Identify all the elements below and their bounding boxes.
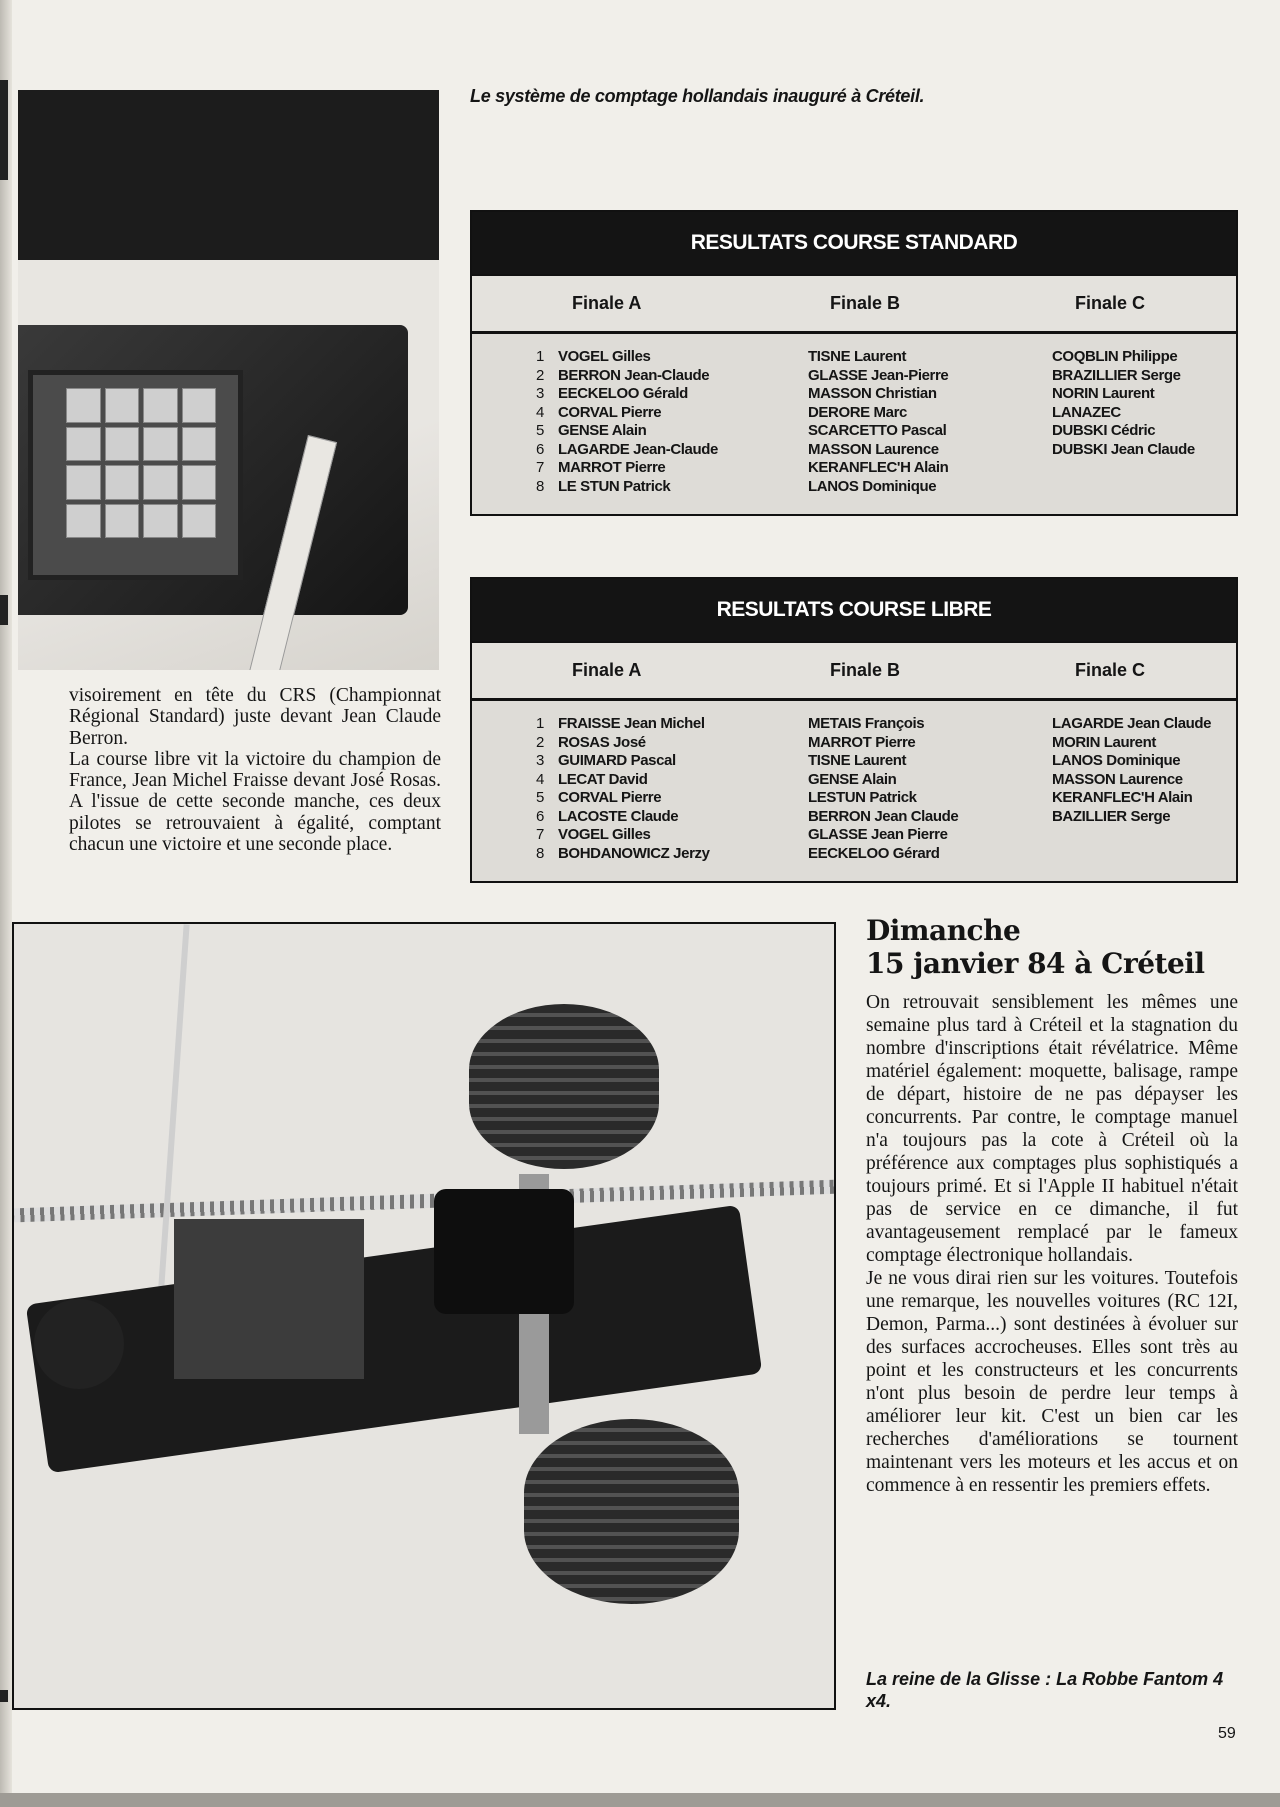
column-finale-c: Finale C <box>1075 660 1146 680</box>
result-finale-c: BRAZILLIER Serge <box>1052 366 1181 384</box>
paragraph: On retrouvait sensiblement les mêmes une semaine plus tard à Créteil et la stagnation du nombre d'inscriptions était révélatrice. Même matériel également: moquette, balisage, rampe de départ, histoire de ne pas dépayser les concurrents. Par contre, le comptage manuel n'a toujours pas la cote à Créteil où la préférence aux comptages plus sophistiqués a toujours primé. Et si l'Apple II habituel n'était pas de service en ce dimanche, il fut avantageusement remplacé par le fameux comptage électronique hollandais. <box>866 992 1238 1266</box>
result-finale-b: MASSON Christian <box>808 385 937 402</box>
result-finale-a: GENSE Alain <box>558 422 647 439</box>
result-finale-a: GUIMARD Pascal <box>558 752 676 769</box>
rank-number: 3 <box>536 385 544 402</box>
result-finale-a: CORVAL Pierre <box>558 789 662 806</box>
result-finale-a: LAGARDE Jean-Claude <box>558 440 718 458</box>
result-finale-c: COQBLIN Philippe <box>1052 348 1178 365</box>
result-finale-b: MARROT Pierre <box>808 733 916 751</box>
result-finale-a: LACOSTE Claude <box>558 807 679 825</box>
rank-number: 7 <box>536 826 544 843</box>
result-finale-a: MARROT Pierre <box>558 459 666 476</box>
rank-number: 4 <box>536 403 544 421</box>
results-standard-body <box>472 334 1236 514</box>
column-finale-a: Finale A <box>572 660 642 680</box>
rank-number: 8 <box>536 477 544 495</box>
result-finale-a: LE STUN Patrick <box>558 477 671 495</box>
result-finale-b: SCARCETTO Pascal <box>808 422 947 439</box>
result-finale-c: DUBSKI Jean Claude <box>1052 440 1195 458</box>
rank-number: 6 <box>536 440 544 458</box>
rank-number: 4 <box>536 770 544 788</box>
results-libre-title: RESULTATS COURSE LIBRE <box>472 579 1236 641</box>
column-finale-b: Finale B <box>830 293 901 313</box>
rank-number: 2 <box>536 366 544 384</box>
result-finale-a: VOGEL Gilles <box>558 348 651 365</box>
result-finale-a: EECKELOO Gérald <box>558 385 688 402</box>
column-finale-b: Finale B <box>830 660 901 680</box>
result-finale-a: BERRON Jean-Claude <box>558 366 710 384</box>
rank-number: 7 <box>536 459 544 476</box>
photo-caption-top: Le système de comptage hollandais inauguré à Créteil. <box>470 86 925 106</box>
result-finale-c: DUBSKI Cédric <box>1052 422 1156 439</box>
rank-number: 3 <box>536 752 544 769</box>
section-heading <box>866 914 1205 980</box>
result-finale-c: MASSON Laurence <box>1052 770 1183 788</box>
result-finale-b: TISNE Laurent <box>808 752 907 769</box>
result-finale-c: NORIN Laurent <box>1052 385 1155 402</box>
rank-number: 8 <box>536 844 544 862</box>
result-finale-b: MASSON Laurence <box>808 440 939 458</box>
heading-line-1: Dimanche <box>866 914 1021 947</box>
result-finale-a: FRAISSE Jean Michel <box>558 715 705 732</box>
results-libre-header <box>472 641 1236 701</box>
result-finale-b: DERORE Marc <box>808 403 907 421</box>
result-finale-a: VOGEL Gilles <box>558 826 651 843</box>
gutter-mark <box>0 1690 8 1702</box>
results-libre-table <box>470 577 1238 883</box>
rank-number: 1 <box>536 348 544 365</box>
rank-number: 5 <box>536 422 544 439</box>
results-standard-table <box>470 210 1238 516</box>
result-finale-c <box>1052 459 1236 478</box>
result-finale-b: EECKELOO Gérard <box>808 844 940 862</box>
result-finale-a: CORVAL Pierre <box>558 403 662 421</box>
result-finale-b: KERANFLEC'H Alain <box>808 459 949 476</box>
result-finale-c <box>1052 845 1236 864</box>
result-finale-c: LANAZEC <box>1052 403 1121 421</box>
result-finale-a: LECAT David <box>558 770 648 788</box>
result-finale-c: LAGARDE Jean Claude <box>1052 715 1212 732</box>
article-right-column <box>866 991 1238 1497</box>
paragraph: visoirement en tête du CRS (Championnat Régional Standard) juste devant Jean Claude Berron. <box>69 685 441 749</box>
page-gutter <box>0 0 12 1807</box>
column-finale-c: Finale C <box>1075 293 1146 313</box>
photo-rc-car <box>12 922 836 1710</box>
rank-number: 1 <box>536 715 544 732</box>
rank-number: 2 <box>536 733 544 751</box>
paragraph: La course libre vit la victoire du champion de France, Jean Michel Fraisse devant José Rosas. A l'issue de cette seconde manche, ces deux pilotes se retrouvaient à égalité, comptant chacun une victoire et une seconde place. <box>69 748 441 856</box>
result-finale-c: MORIN Laurent <box>1052 733 1156 751</box>
result-finale-b: BERRON Jean Claude <box>808 807 959 825</box>
result-finale-c <box>1052 478 1236 497</box>
gutter-mark <box>0 595 8 625</box>
heading-line-2: 15 janvier 84 à Créteil <box>866 947 1205 980</box>
gutter-mark <box>0 80 8 180</box>
photo-caption-bottom: La reine de la Glisse : La Robbe Fantom 4 x4. <box>866 1669 1224 1711</box>
column-finale-a: Finale A <box>572 293 642 313</box>
results-standard-header <box>472 274 1236 334</box>
result-finale-c: LANOS Dominique <box>1052 752 1181 769</box>
result-finale-b: METAIS François <box>808 715 925 732</box>
result-finale-a: ROSAS José <box>558 733 646 751</box>
result-finale-c <box>1052 826 1236 845</box>
result-finale-c: BAZILLIER Serge <box>1052 807 1171 825</box>
page-edge <box>0 1793 1280 1807</box>
page-number: 59 <box>1218 1725 1236 1742</box>
result-finale-b: GENSE Alain <box>808 770 897 788</box>
results-libre-body <box>472 701 1236 881</box>
result-finale-b: LESTUN Patrick <box>808 789 917 806</box>
result-finale-c: KERANFLEC'H Alain <box>1052 789 1193 806</box>
rank-number: 5 <box>536 789 544 806</box>
photo-counting-device <box>18 90 439 670</box>
result-finale-b: TISNE Laurent <box>808 348 907 365</box>
paragraph: Je ne vous dirai rien sur les voitures. Toutefois une remarque, les nouvelles voitures (RC 12I, Demon, Parma...) sont destinées à évoluer sur des surfaces accrocheuses. Elles sont très au point et les constructeurs et les concurrents n'ont plus besoin de perdre leur temps à améliorer leur kit. C'est un bien car les recherches d'améliorations se tournent maintenant vers les moteurs et les accus et on commence à en ressentir les premiers effets. <box>866 1268 1238 1496</box>
result-finale-b: GLASSE Jean Pierre <box>808 826 948 843</box>
article-left-column <box>69 685 441 855</box>
results-standard-title: RESULTATS COURSE STANDARD <box>472 212 1236 274</box>
rank-number: 6 <box>536 807 544 825</box>
result-finale-b: LANOS Dominique <box>808 477 937 495</box>
result-finale-b: GLASSE Jean-Pierre <box>808 366 949 384</box>
result-finale-a: BOHDANOWICZ Jerzy <box>558 844 710 862</box>
